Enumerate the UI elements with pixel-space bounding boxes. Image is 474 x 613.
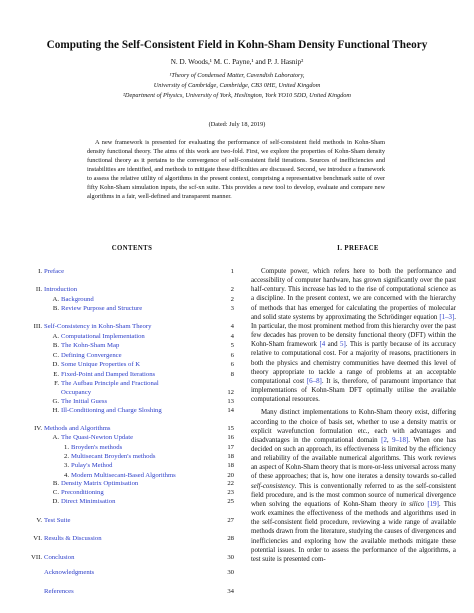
toc-page: 6 bbox=[230, 352, 234, 359]
toc-title[interactable]: Defining Convergence bbox=[61, 352, 122, 359]
toc-page: 5 bbox=[230, 342, 234, 349]
toc-entry[interactable] bbox=[26, 516, 234, 525]
toc-title[interactable]: Computational Implementation bbox=[61, 333, 145, 340]
toc-title[interactable]: Review Purpose and Structure bbox=[61, 305, 143, 312]
toc-entry[interactable] bbox=[43, 497, 234, 506]
toc-number: H. bbox=[52, 407, 59, 414]
toc-page: 23 bbox=[227, 489, 234, 496]
body-text: . In particular, the most prominent method from this hierarchy over the past few decades has proven to be density functional theory (DFT) within the Kohn-Sham framework bbox=[251, 313, 456, 349]
citation-link[interactable]: [2 bbox=[381, 436, 387, 444]
toc-entry[interactable] bbox=[53, 461, 234, 470]
toc-number: VII. bbox=[31, 554, 42, 561]
body-text: . It is, therefore, of paramount importance that implementations of Kohn-Sham DFT optimally utilise the available computational resources. bbox=[251, 377, 456, 404]
citation-link[interactable]: [1–3] bbox=[439, 313, 455, 321]
toc-title[interactable]: Modern Multisecant-Based Algorithms bbox=[71, 472, 176, 479]
toc-page: 20 bbox=[227, 472, 234, 479]
toc-page: 28 bbox=[227, 535, 234, 542]
toc-number: IV. bbox=[34, 425, 42, 432]
toc-title[interactable]: Test Suite bbox=[44, 517, 71, 524]
toc-number: F. bbox=[54, 380, 59, 387]
toc-entry[interactable] bbox=[26, 534, 234, 543]
toc-number: C. bbox=[52, 489, 59, 496]
citation-link[interactable]: [19] bbox=[427, 500, 439, 508]
toc-page: 13 bbox=[227, 398, 234, 405]
emphasis: in silico bbox=[400, 500, 425, 508]
toc-entry[interactable] bbox=[43, 406, 234, 415]
toc-title[interactable]: Ill-Conditioning and Charge Sloshing bbox=[61, 407, 162, 414]
toc-entry[interactable] bbox=[43, 332, 234, 341]
body-text: . When one has decided on such an approach, its effectiveness is limited by the efficiency and reliability of the available numerical algorithms. This work reviews an aspect of Kohn-Sham theory that is more-or-less universal across many of these approaches; that is, how one iterates a density towards so-called bbox=[251, 436, 456, 481]
toc-entry[interactable] bbox=[43, 488, 234, 497]
toc-page: 30 bbox=[227, 554, 234, 561]
toc-page: 4 bbox=[230, 323, 234, 330]
toc-page: 2 bbox=[230, 286, 234, 293]
toc-entry[interactable] bbox=[43, 388, 234, 397]
citation-link[interactable]: 5] bbox=[340, 341, 346, 349]
toc-number: II. bbox=[35, 286, 42, 293]
section-heading: I. PREFACE bbox=[337, 245, 379, 252]
toc-title[interactable]: Results & Discussion bbox=[44, 535, 102, 542]
toc-entry[interactable] bbox=[26, 568, 234, 577]
toc-title[interactable]: Methods and Algorithms bbox=[44, 425, 111, 432]
toc-entry[interactable] bbox=[53, 452, 234, 461]
toc-number: A. bbox=[52, 434, 59, 441]
toc-entry[interactable] bbox=[43, 397, 234, 406]
toc-title[interactable]: Density Matrix Optimisation bbox=[61, 480, 139, 487]
toc-number: 4. bbox=[63, 472, 69, 479]
toc-entry[interactable] bbox=[26, 322, 234, 331]
toc-entry[interactable] bbox=[53, 443, 234, 452]
body-text: Compute power, which refers here to both the performance and accessibility of computer hardware, has grown significantly over the past half-century. This increase has led to the rise of computational science as a discipline. In the present context, we are concerned with the hierarchy of methods that has emerged for calculating the properties of molecular and solid state systems by approximating the Schrödinger equation bbox=[251, 268, 456, 321]
toc-entry[interactable] bbox=[43, 304, 234, 313]
contents-heading: CONTENTS bbox=[111, 245, 153, 252]
toc-number: I. bbox=[38, 268, 42, 275]
toc-entry[interactable] bbox=[26, 285, 234, 294]
paragraph-1 bbox=[251, 267, 456, 404]
toc-title[interactable]: Some Unique Properties of K bbox=[61, 361, 141, 368]
body-text: . This is partly because of its accuracy relative to computational cost. For a majority of reasons, practitioners in both the physics and chemistry communities have deemed this level of theory appropriate to tackle a range of problems at an acceptable computational cost bbox=[251, 341, 456, 385]
affiliation-2: University of Cambridge, Cambridge, CB3 0HE, United Kingdom bbox=[153, 82, 321, 89]
toc-title[interactable]: Preface bbox=[44, 268, 65, 275]
toc-entry[interactable] bbox=[43, 370, 234, 379]
abstract: A new framework is presented for evaluating the performance of self-consistent field methods in Kohn-Sham density functional theory. The aims of this work are two-fold. First, we explore the properties of Kohn-Sham density functional theory as it pertains to the convergence of self-consistent field iterations. Sources of inefficiencies and instabilities are identified, and methods to mitigate these difficulties are discussed. Second, we introduce a framework to assess the relative utility of algorithms in the present context, comprising a representative benchmark suite of over fifty Kohn-Sham simulation inputs, the scf-xn suite. This provides a new tool to develop, evaluate and compare new algorithms in a fair, well-defined and transparent manner. bbox=[87, 139, 385, 200]
toc-title[interactable]: The Kohn-Sham Map bbox=[61, 342, 120, 349]
toc-page: 27 bbox=[227, 517, 234, 524]
toc-title[interactable]: The Quasi-Newton Update bbox=[61, 434, 134, 441]
toc-title[interactable]: Introduction bbox=[44, 286, 78, 293]
toc-title[interactable]: Broyden's methods bbox=[71, 444, 123, 451]
toc-page: 12 bbox=[227, 389, 234, 396]
toc-title[interactable]: Occupancy bbox=[61, 389, 92, 396]
body-text: Many distinct implementations to Kohn-Sham theory exist, differing according to the choice of basis set, whether to use a density matrix or explicit wavefunction formulation etc., each with advantages and disadvantages in the computational domain bbox=[251, 409, 456, 444]
body-column bbox=[251, 267, 456, 568]
toc-title[interactable]: The Initial Guess bbox=[61, 398, 108, 405]
toc-number: A. bbox=[52, 296, 59, 303]
toc-entry[interactable] bbox=[43, 479, 234, 488]
toc-page: 30 bbox=[227, 569, 234, 576]
toc-number: B. bbox=[52, 305, 59, 312]
citation-link[interactable]: [4 bbox=[319, 341, 326, 349]
toc-number: C. bbox=[52, 352, 59, 359]
toc-number: A. bbox=[52, 333, 59, 340]
toc-entry[interactable] bbox=[43, 295, 234, 304]
affiliation-1: ¹Theory of Condensed Matter, Cavendish Laboratory, bbox=[169, 72, 305, 79]
toc-page: 8 bbox=[230, 371, 234, 378]
toc-page: 25 bbox=[227, 498, 234, 505]
toc-number: 3. bbox=[63, 462, 69, 469]
toc-number: G. bbox=[52, 398, 59, 405]
toc-page: 22 bbox=[227, 480, 234, 487]
toc-number: B. bbox=[52, 342, 59, 349]
paper-title: Computing the Self-Consistent Field in Kohn-Sham Density Functional Theory bbox=[46, 39, 428, 51]
toc-page: 18 bbox=[227, 453, 234, 460]
toc-number: D. bbox=[52, 361, 59, 368]
toc-number: 1. bbox=[63, 444, 69, 451]
body-text: and bbox=[325, 341, 341, 349]
toc-page: 14 bbox=[227, 407, 234, 414]
toc-title[interactable]: Direct Minimisation bbox=[61, 498, 116, 505]
toc-entry[interactable] bbox=[43, 379, 234, 388]
toc-number: VI. bbox=[33, 535, 42, 542]
toc-entry[interactable] bbox=[26, 587, 234, 596]
toc-page: 1 bbox=[230, 268, 234, 275]
toc-entry[interactable] bbox=[43, 360, 234, 369]
toc-entry[interactable] bbox=[43, 341, 234, 350]
toc-page: 6 bbox=[230, 361, 234, 368]
toc-page: 18 bbox=[227, 462, 234, 469]
toc-page: 3 bbox=[230, 305, 234, 312]
citation-link[interactable]: [6–8] bbox=[306, 377, 322, 385]
toc-title[interactable]: Conclusion bbox=[44, 554, 75, 561]
toc-title[interactable]: Self-Consistency in Kohn-Sham Theory bbox=[44, 323, 152, 330]
toc-entry[interactable] bbox=[26, 267, 234, 276]
paragraph-2 bbox=[251, 408, 456, 564]
body-text: . This is conventionally referred to as the self-consistent field procedure, and is the most common source of numerical divergence when solving the equations of Kohn-Sham theory bbox=[251, 482, 456, 508]
toc-entry[interactable] bbox=[43, 433, 234, 442]
toc-number: 2. bbox=[63, 453, 69, 460]
toc-page: 15 bbox=[227, 425, 234, 432]
toc-number: V. bbox=[36, 517, 42, 524]
toc-number: E. bbox=[53, 371, 59, 378]
toc-title[interactable]: Pulay's Method bbox=[71, 462, 113, 469]
body-text: . This work examines the effectiveness of the methods and algorithms used in the self-consistent field procedure, reviewing a wide range of available methods drawn from the literature, studying the causes of divergences and inefficiencies and exploring how the available methods mitigate these potential issues. In order to assess the performance of the algorithms, a test suite is presented com- bbox=[251, 500, 457, 563]
toc-title[interactable]: Background bbox=[61, 296, 94, 303]
toc-entry[interactable] bbox=[26, 553, 234, 562]
affiliation-3: ²Department of Physics, University of York, Heslington, York YO10 5DD, United Kingdom bbox=[123, 92, 351, 99]
date-line: (Dated: July 18, 2019) bbox=[208, 121, 266, 128]
toc-title[interactable]: Multisecant Broyden's methods bbox=[71, 453, 156, 460]
toc-entry[interactable] bbox=[43, 351, 234, 360]
toc-title[interactable]: References bbox=[44, 588, 74, 595]
authors: N. D. Woods,¹ M. C. Payne,¹ and P. J. Hasnip² bbox=[170, 58, 304, 66]
toc-page: 4 bbox=[230, 333, 234, 340]
toc-page: 2 bbox=[230, 296, 234, 303]
body-text: , bbox=[386, 436, 393, 444]
toc-page: 17 bbox=[227, 444, 234, 451]
toc-title[interactable]: Acknowledgments bbox=[44, 569, 95, 576]
toc-page: 16 bbox=[227, 434, 234, 441]
toc-number: D. bbox=[52, 498, 59, 505]
toc-title[interactable]: Preconditioning bbox=[61, 489, 104, 496]
toc-title[interactable]: Fixed-Point and Damped Iterations bbox=[61, 371, 156, 378]
toc-entry[interactable] bbox=[26, 424, 234, 433]
toc-page: 34 bbox=[227, 588, 234, 595]
toc-number: B. bbox=[52, 480, 59, 487]
citation-link[interactable]: 9–18] bbox=[392, 436, 409, 444]
toc-number: III. bbox=[33, 323, 42, 330]
toc-title[interactable]: The Aufbau Principle and Fractional bbox=[61, 380, 159, 387]
emphasis: self-consistency bbox=[251, 482, 295, 490]
